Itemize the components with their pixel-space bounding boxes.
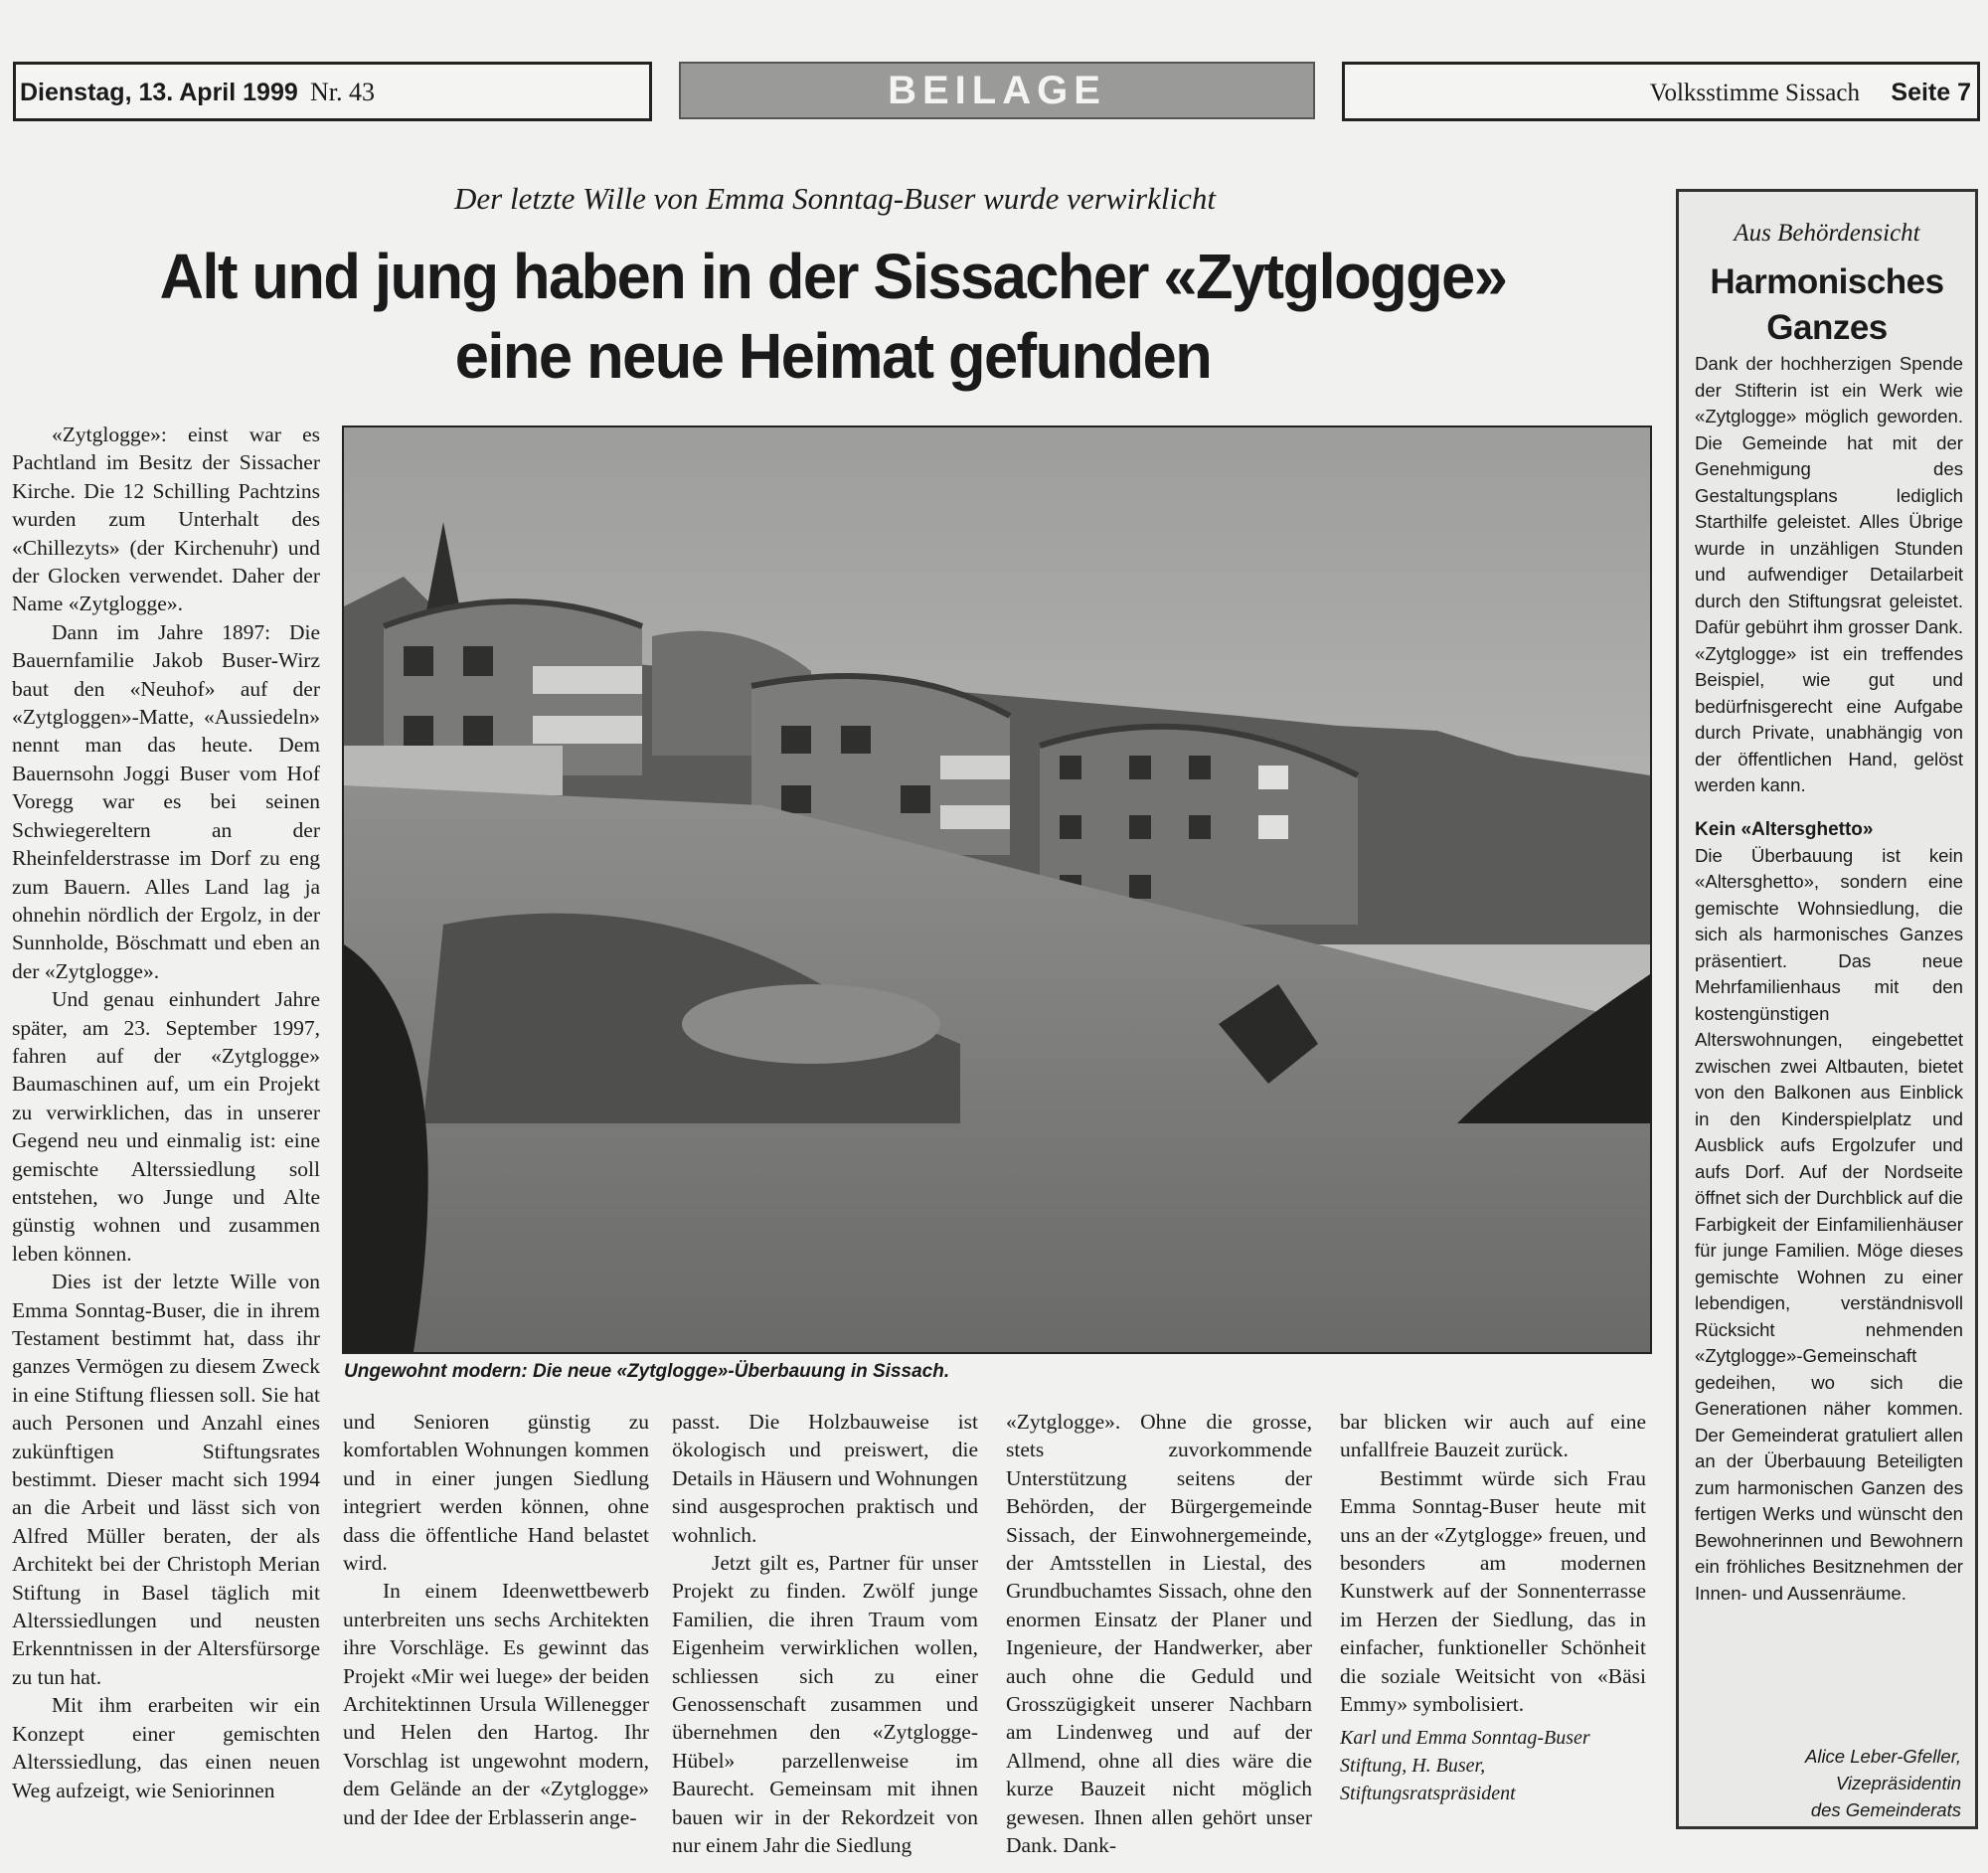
paragraph: Mit ihm erarbeiten wir ein Konzept einer gemischten Alterssiedlung, das einen neuen Weg aufzeigt, wie Seniorinnen [12,1693,320,1802]
headline-line-1: Alt und jung haben in der Sissacher «Zytglogge» [159,241,1507,312]
article-photo [342,426,1652,1354]
sidebar-kicker: Aus Behördensicht [1734,220,1920,247]
paragraph: Dann im Jahre 1897: Die Bauernfamilie Jakob Buser-Wirz baut den «Neuhof» auf der «Zytgloggen»-Matte, «Aussiedeln» nennt man das heute. Dem Bauernsohn Joggi Buser vom Hof Voregg war es bei seinen Schwiegereltern an der Rheinfelderstrasse im Dorf zu eng zum Bauern. Alles Land lag ja ohnehin nördlich der Ergolz, in der Sunnholde, Böschmatt und eben an der «Zytglogge». [12,619,320,983]
sidebar-paragraph: Die Überbauung ist kein «Altersghetto», sondern eine gemischte Wohnsiedlung, die sich als harmonisches Ganzes präsentiert. Das neue Mehrfamilienhaus mit den kostengünstigen Alterswohnungen, eingebettet zwischen zwei Altbauten, bietet von den Balkonen aus Einblick in den Kinderspielplatz und Ausblick aufs Ergolzufer und aufs Dorf. Auf der Nordseite öffnet sich der Durchblick auf die Farbigkeit der Einfamilienhäuser für junge Familien. Möge dieses gemischte Wohnen zu einer lebendigen, verständnisvoll Rücksicht nehmenden «Zytglogge»-Gemeinschaft gedeihen, wo sich die Generationen näher kommen. Der Gemeinderat gratuliert allen an der Überbauung Beteiligten zum harmonischen Ganzen des fertigen Werks und wünscht den Bewohnerinnen und Bewohnern ein fröhliches Besitznehmen der Innen- und Aussenräume. [1695,844,1963,1604]
paragraph: «Zytglogge»: einst war es Pachtland im Besitz der Sissacher Kirche. Die 12 Schilling Pachtzins wurden zum Unterhalt des «Chillezyts» (der Kirchenuhr) und der Glocken verwendet. Daher der Name «Zytglogge». [12,423,320,616]
paragraph: Jetzt gilt es, Partner für unser Projekt zu finden. Zwölf junge Familien, die ihren Traum vom Eigenheim verwirklichen wollen, schliessen sich zu einer Genossenschaft zusammen und übernehmen den «Zytglogge-Hübel» parzellenweise im Baurecht. Gemeinsam mit ihnen bauen wir in der Rekordzeit von nur einem Jahr die Siedlung [672,1551,978,1858]
page-number: Seite 7 [1891,79,1971,106]
sidebar-box [1676,189,1978,1829]
sidebar-sig-role: Vizepräsidentin [1835,1773,1961,1793]
paragraph: In einem Ideenwettbewerb unterbreiten uns sechs Architekten ihre Vorschläge. Es gewinnt das Projekt «Mir wei luege» der beiden Architektinnen Ursula Willenegger und Helen den Hartog. Ihr Vorschlag ist ungewohnt modern, dem Gelände an der «Zytglogge» und der Idee der Erblasserin ange- [343,1579,649,1829]
article-headline [41,237,1625,396]
sidebar-signature [1805,1743,1961,1823]
photo-caption: Ungewohnt modern: Die neue «Zytglogge»-Überbauung in Sissach. [344,1361,950,1382]
issue-number: Nr. 43 [310,78,375,106]
newspaper-name: Volksstimme Sissach [1649,80,1860,106]
paragraph: Und genau einhundert Jahre später, am 23. September 1997, fahren auf der «Zytglogge» Baumaschinen auf, um ein Projekt zu verwirklichen, das in unserer Gegend neu und einmalig ist: eine gemischte Alterssiedlung soll entstehen, wo Junge und Alte günstig wohnen und zusammen leben können. [12,987,320,1266]
paragraph: passt. Die Holzbauweise ist ökologisch und preiswert, die Details in Häusern und Wohnungen sind ausgesprochen praktisch und wohnlich. [672,1410,978,1547]
article-column-2 [343,1408,649,1860]
sidebar-paragraph: Dank der hochherzigen Spende der Stifterin ist ein Werk wie «Zytglogge» möglich geworden. Die Gemeinde hat mit der Genehmigung des Gestaltungsplans lediglich Starthilfe geleistet. Alles Übrige wurde in unzähligen Stunden und aufwendiger Detailarbeit durch den Stiftungsrat geleistet. Dafür gebührt ihm grosser Dank. «Zytglogge» ist ein treffendes Beispiel, wie gut und bedürfnisgerecht eine Aufgabe durch Private, unabhängig von der öffentlichen Hand, gelöst werden kann. [1695,353,1963,795]
paragraph: bar blicken wir auch auf eine unfallfreie Bauzeit zurück. [1340,1410,1646,1462]
sidebar-title: Harmonisches Ganzes [1710,262,1944,347]
article-column-5 [1340,1408,1646,1860]
paragraph: «Zytglogge». Ohne die grosse, stets zuvorkommende Unterstützung seitens der Behörden, der Bürgergemeinde Sissach, der Einwohnergemeinde, der Amtsstellen in Liestal, des Grundbuchamtes Sissach, ohne den enormen Einsatz der Planer und Ingenieure, der Handwerker, aber auch ohne die Geduld und Grosszügigkeit unserer Nachbarn am Lindenweg und auf der Allmend, ohne all dies wäre die kurze Bauzeit nicht möglich gewesen. Ihnen allen gehört unser Dank. Dank- [1006,1410,1312,1858]
header-paper-box [1342,62,1980,121]
issue-date: Dienstag, 13. April 1999 [20,79,298,106]
article-kicker: Der letzte Wille von Emma Sonntag-Buser wurde verwirklicht [454,181,1216,216]
paragraph: Bestimmt würde sich Frau Emma Sonntag-Buser heute mit uns an der «Zytglogge» freuen, und besonders am modernen Kunstwerk auf der Sonnenterrasse im Herzen der Siedlung, das in einfacher, funktioneller Schönheit die soziale Weitsicht von «Bäsi Emmy» symbolisiert. [1340,1465,1646,1717]
article-signature: Karl und Emma Sonntag-Buser Stiftung, H. Buser, Stiftungsratspräsident [1340,1727,1590,1805]
sidebar-subhead: Kein «Altersghetto» [1695,818,1874,840]
section-banner: BEILAGE [679,62,1315,119]
paragraph: und Senioren günstig zu komfortablen Wohnungen kommen und in einer jungen Siedlung integriert werden können, ohne dass die öffentliche Hand belastet wird. [343,1410,649,1576]
sidebar-sig-name: Alice Leber-Gfeller, [1805,1746,1961,1767]
sidebar-sig-role: des Gemeinderats [1810,1799,1961,1820]
headline-line-2: eine neue Heimat gefunden [454,320,1212,392]
article-column-1 [12,421,320,1867]
paragraph: Dies ist der letzte Wille von Emma Sonntag-Buser, die in ihrem Testament bestimmt hat, dass ihr ganzes Vermögen zu diesem Zweck in eine Stiftung fliessen soll. Sie hat auch Personen und Anzahl eines zukünftigen Stiftungsrates bestimmt. Dieser macht sich 1994 an die Arbeit und lässt sich von Alfred Müller beraten, der als Architekt bei der Christoph Merian Stiftung in Basel täglich mit Alterssiedlungen und neusten Erkenntnissen in der Altersfürsorge zu tun hat. [12,1270,320,1689]
article-column-3 [672,1408,978,1860]
photo-of-buildings-icon [344,427,1650,1352]
sidebar-body [1695,351,1963,1607]
header-date-box [13,62,652,121]
article-column-4 [1006,1408,1312,1860]
